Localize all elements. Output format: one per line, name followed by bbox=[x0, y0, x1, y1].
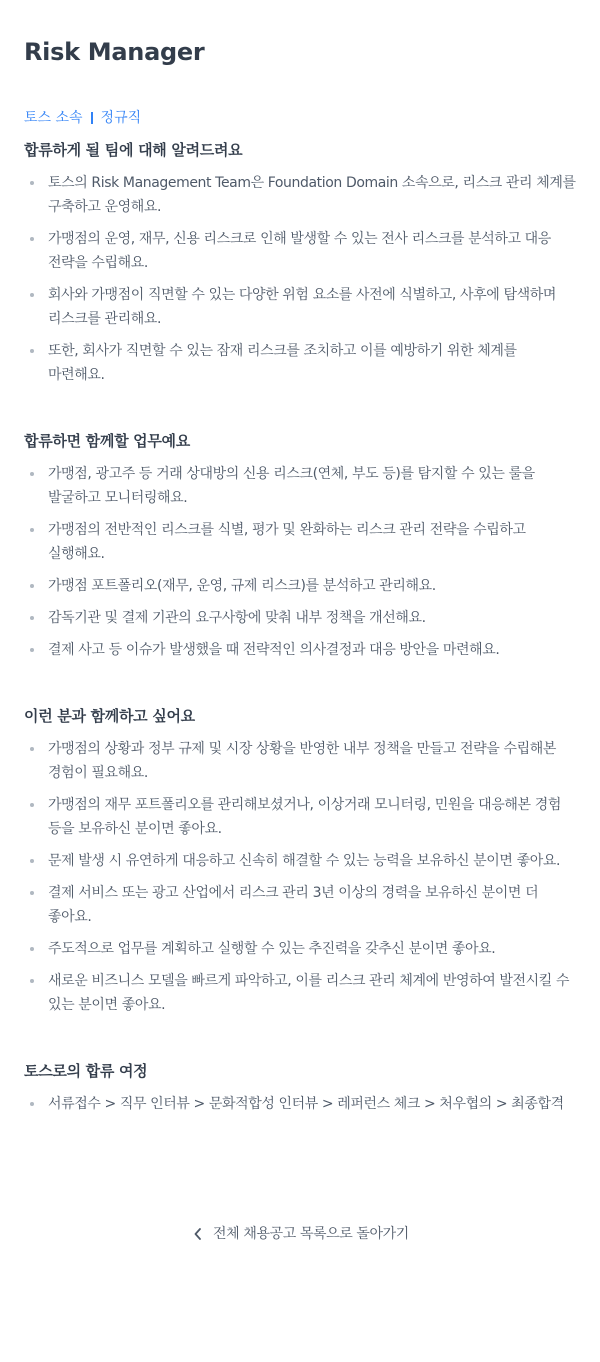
wanted-section bbox=[24, 705, 576, 1017]
list-item: 감독기관 및 결제 기관의 요구사항에 맞춰 내부 정책을 개선해요. bbox=[24, 606, 576, 630]
journey-separator: > bbox=[321, 1096, 334, 1112]
work-section bbox=[24, 430, 576, 662]
list-item: 문제 발생 시 유연하게 대응하고 신속히 해결할 수 있는 능력을 보유하신 분이면 좋아요. bbox=[24, 849, 576, 873]
journey-separator: > bbox=[495, 1096, 508, 1112]
employment-type-label: 정규직 bbox=[100, 110, 142, 126]
journey-step: 최종합격 bbox=[511, 1096, 564, 1112]
list-item: 결제 사고 등 이슈가 발생했을 때 전략적인 의사결정과 대응 방안을 마련해요. bbox=[24, 638, 576, 662]
work-section-title: 합류하면 함께할 업무예요 bbox=[24, 432, 190, 450]
wanted-section-title: 이런 분과 함께하고 싶어요 bbox=[24, 707, 195, 725]
page-title: Risk Manager bbox=[24, 38, 205, 66]
journey-separator: > bbox=[424, 1096, 436, 1112]
journey-list bbox=[24, 1092, 576, 1116]
list-item: 결제 서비스 또는 광고 산업에서 리스크 관리 3년 이상의 경력을 보유하신 분이면 더 좋아요. bbox=[24, 881, 576, 929]
list-item: 가맹점의 운영, 재무, 신용 리스크로 인해 발생할 수 있는 전사 리스크를 분석하고 대응 전략을 수립해요. bbox=[24, 227, 576, 275]
list-item: 토스의 Risk Management Team은 Foundation Domain 소속으로, 리스크 관리 체계를 구축하고 운영해요. bbox=[24, 171, 576, 219]
journey-separator: > bbox=[193, 1096, 205, 1112]
journey-section-title: 토스로의 합류 여정 bbox=[24, 1062, 148, 1080]
chevron-left-icon bbox=[191, 1227, 205, 1241]
journey-step: 처우협의 bbox=[439, 1096, 492, 1112]
journey-step: 레퍼런스 체크 bbox=[337, 1096, 421, 1112]
list-item: 주도적으로 업무를 계획하고 실행할 수 있는 추진력을 갖추신 분이면 좋아요. bbox=[24, 937, 576, 961]
journey-step: 서류접수 bbox=[48, 1096, 101, 1112]
list-item: 가맹점의 상황과 정부 규제 및 시장 상황을 반영한 내부 정책을 만들고 전략을 수립해본 경험이 필요해요. bbox=[24, 737, 576, 785]
back-to-list-link[interactable] bbox=[0, 1222, 600, 1246]
journey-step: 문화적합성 인터뷰 bbox=[208, 1096, 318, 1112]
team-list bbox=[24, 171, 576, 387]
list-item: 가맹점, 광고주 등 거래 상대방의 신용 리스크(연체, 부도 등)를 탐지할 수 있는 룰을 발굴하고 모니터링해요. bbox=[24, 462, 576, 510]
work-list bbox=[24, 462, 576, 662]
team-section-title: 합류하게 될 팀에 대해 알려드려요 bbox=[24, 141, 243, 159]
list-item: 또한, 회사가 직면할 수 있는 잠재 리스크를 조치하고 이를 예방하기 위한 체계를 마련해요. bbox=[24, 339, 576, 387]
hiring-journey bbox=[48, 1092, 576, 1116]
list-item: 새로운 비즈니스 모델을 빠르게 파악하고, 이를 리스크 관리 체계에 반영하여 발전시킬 수 있는 분이면 좋아요. bbox=[24, 969, 576, 1017]
team-section bbox=[24, 139, 576, 387]
journey-step: 직무 인터뷰 bbox=[119, 1096, 190, 1112]
meta-divider bbox=[91, 112, 93, 124]
journey-separator: > bbox=[104, 1096, 116, 1112]
journey-section bbox=[24, 1060, 576, 1116]
list-item: 가맹점의 전반적인 리스크를 식별, 평가 및 완화하는 리스크 관리 전략을 수립하고 실행해요. bbox=[24, 518, 576, 566]
affiliation-label: 토스 소속 bbox=[24, 110, 83, 126]
list-item: 가맹점의 재무 포트폴리오를 관리해보셨거나, 이상거래 모니터링, 민원을 대응해본 경험 등을 보유하신 분이면 좋아요. bbox=[24, 793, 576, 841]
job-meta bbox=[24, 109, 576, 127]
list-item bbox=[24, 1092, 576, 1116]
list-item: 회사와 가맹점이 직면할 수 있는 다양한 위험 요소를 사전에 식별하고, 사후에 탐색하며 리스크를 관리해요. bbox=[24, 283, 576, 331]
wanted-list bbox=[24, 737, 576, 1017]
list-item: 가맹점 포트폴리오(재무, 운영, 규제 리스크)를 분석하고 관리해요. bbox=[24, 574, 576, 598]
back-to-list-label: 전체 채용공고 목록으로 돌아가기 bbox=[213, 1226, 409, 1242]
